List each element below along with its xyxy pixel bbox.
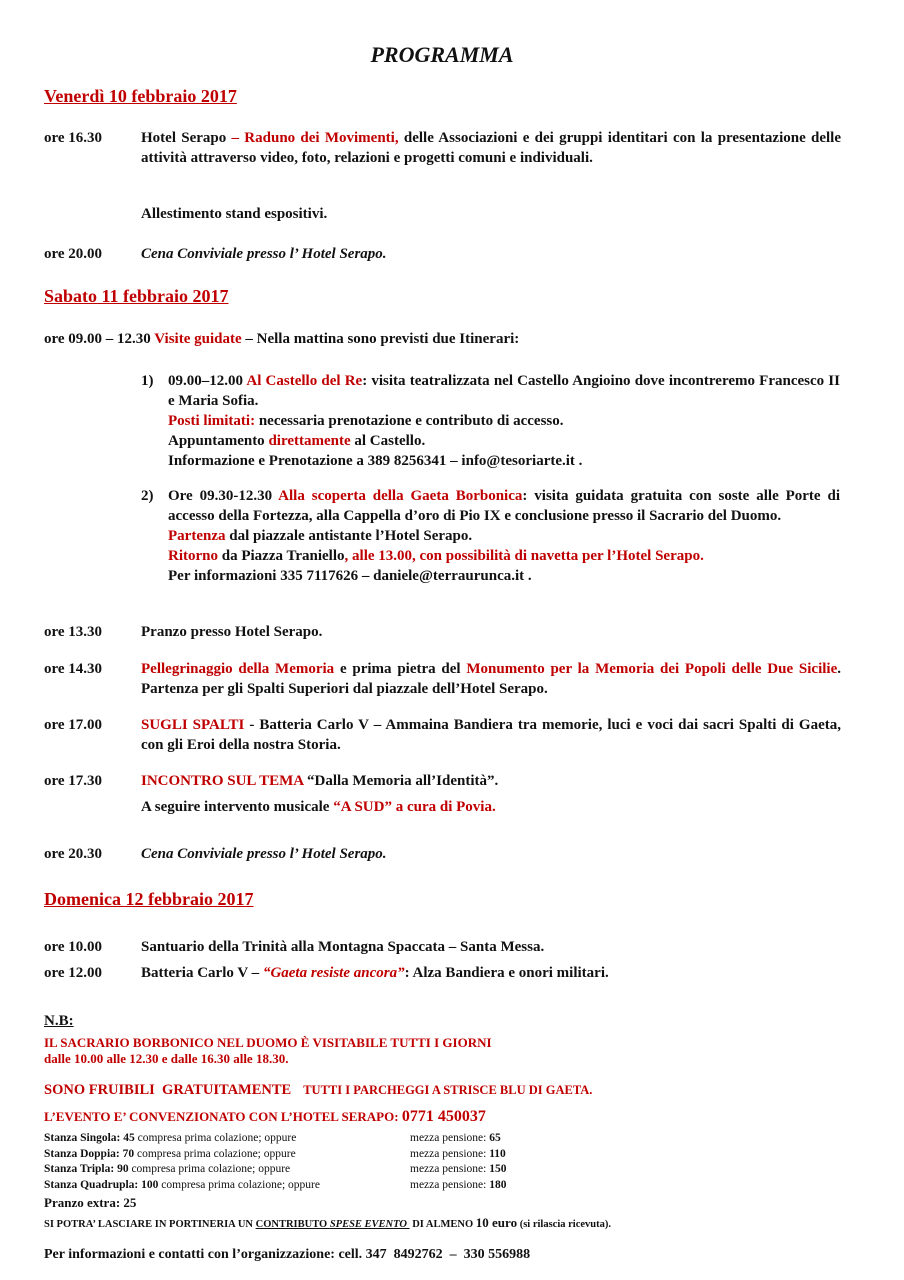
- event-time: ore 13.30: [44, 624, 103, 640]
- rooms-list: [44, 1131, 404, 1193]
- room-row: Stanza Tripla: 90 compresa prima colazione; oppure: [44, 1163, 291, 1175]
- half-board-row: mezza pensione: 180: [410, 1178, 507, 1191]
- itinerary-2: Ore 09.30-12.30 Alla scoperta della Gaeta Borbonica: visita guidata gratuita con soste alle Porte di accesso della Fortezza, alla Cappella d’oro di Pio IX e conclusione presso il Sacrario del Duomo. Partenza dal piazzale antistante l’Hotel Serapo. Ritorno da Piazza Traniello, alle 13.00, con possibilità di navetta per l’Hotel Serapo. Per informazioni 335 7117626 – daniele@terraurunca.it .: [168, 488, 840, 584]
- day-heading-sunday: Domenica 12 febbraio 2017: [44, 889, 254, 909]
- event-time: ore 17.30: [44, 773, 103, 789]
- room-row: Stanza Singola: 45 compresa prima colazione; oppure: [44, 1132, 297, 1144]
- event-description: INCONTRO SUL TEMA “Dalla Memoria all’Identità”.: [141, 773, 499, 789]
- event-description: Batteria Carlo V – “Gaeta resiste ancora”: Alza Bandiera e onori militari.: [141, 965, 609, 981]
- event-time: ore 17.00: [44, 717, 103, 733]
- event-description: Cena Conviviale presso l’ Hotel Serapo.: [141, 846, 387, 862]
- event-time: ore 20.00: [44, 246, 103, 262]
- event-description: SUGLI SPALTI - Batteria Carlo V – Ammaina Bandiera tra memorie, luci e voci dai sacri Spalti di Gaeta, con gli Eroi della nostra Storia.: [141, 717, 841, 753]
- nb-label: N.B:: [44, 1013, 74, 1029]
- half-board-row: mezza pensione: 150: [410, 1163, 507, 1175]
- event-description: Santuario della Trinità alla Montagna Spaccata – Santa Messa.: [141, 939, 545, 955]
- half-board-row: mezza pensione: 65: [410, 1132, 501, 1144]
- day-heading-friday: Venerdì 10 febbraio 2017: [44, 86, 237, 106]
- event-visits: ore 09.00 – 12.30 Visite guidate – Nella mattina sono previsti due Itinerari:: [44, 331, 520, 347]
- event-description: Pranzo presso Hotel Serapo.: [141, 624, 323, 640]
- event-note: A seguire intervento musicale “A SUD” a cura di Povia.: [141, 799, 496, 815]
- list-number: 1): [141, 373, 154, 389]
- event-note: Allestimento stand espositivi.: [141, 206, 328, 222]
- contribution-note: SI POTRA’ LASCIARE IN PORTINERIA UN CONTRIBUTO SPESE EVENTO DI ALMENO 10 euro (si rilascia ricevuta).: [44, 1215, 611, 1230]
- room-row: Stanza Doppia: 70 compresa prima colazione; oppure: [44, 1147, 296, 1160]
- extra-lunch: Pranzo extra: 25: [44, 1195, 137, 1210]
- list-number: 2): [141, 488, 154, 504]
- event-time: ore 10.00: [44, 939, 103, 955]
- nb-hotel: L’EVENTO E’ CONVENZIONATO CON L’HOTEL SERAPO: 0771 450037: [44, 1108, 486, 1125]
- itinerary-1: 09.00–12.00 Al Castello del Re: visita teatralizzata nel Castello Angioino dove incontreremo Francesco II e Maria Sofia. Posti limitati: necessaria prenotazione e contributo di accesso. Appuntamento direttamente al Castello. Informazione e Prenotazione a 389 8256341 – info@tesoriarte.it .: [168, 373, 840, 469]
- event-time: ore 20.30: [44, 846, 103, 862]
- room-row: Stanza Quadrupla: 100 compresa prima colazione; oppure: [44, 1178, 320, 1191]
- half-board-list: [410, 1131, 610, 1193]
- contact-info: Per informazioni e contatti con l’organizzazione: cell. 347 8492762 – 330 556988: [44, 1247, 531, 1262]
- nb-sacrario: IL SACRARIO BORBONICO NEL DUOMO È VISITABILE TUTTI I GIORNI: [44, 1035, 492, 1050]
- event-description: Pellegrinaggio della Memoria e prima pietra del Monumento per la Memoria dei Popoli delle Due Sicilie. Partenza per gli Spalti Superiori dal piazzale dell’Hotel Serapo.: [141, 661, 841, 697]
- half-board-row: mezza pensione: 110: [410, 1147, 506, 1160]
- event-description: Hotel Serapo – Raduno dei Movimenti, delle Associazioni e dei gruppi identitari con la presentazione delle attività attraverso video, foto, relazioni e progetti comuni e individuali.: [141, 130, 841, 166]
- page-title: PROGRAMMA: [370, 42, 514, 67]
- nb-parking: SONO FRUIBILI GRATUITAMENTE TUTTI I PARCHEGGI A STRISCE BLU DI GAETA.: [44, 1082, 593, 1098]
- day-heading-saturday: Sabato 11 febbraio 2017: [44, 286, 229, 306]
- event-time: ore 14.30: [44, 661, 103, 677]
- event-description: Cena Conviviale presso l’ Hotel Serapo.: [141, 246, 387, 262]
- nb-hours: dalle 10.00 alle 12.30 e dalle 16.30 alle 18.30.: [44, 1051, 289, 1066]
- event-time: ore 12.00: [44, 965, 103, 981]
- event-time: ore 16.30: [44, 130, 103, 146]
